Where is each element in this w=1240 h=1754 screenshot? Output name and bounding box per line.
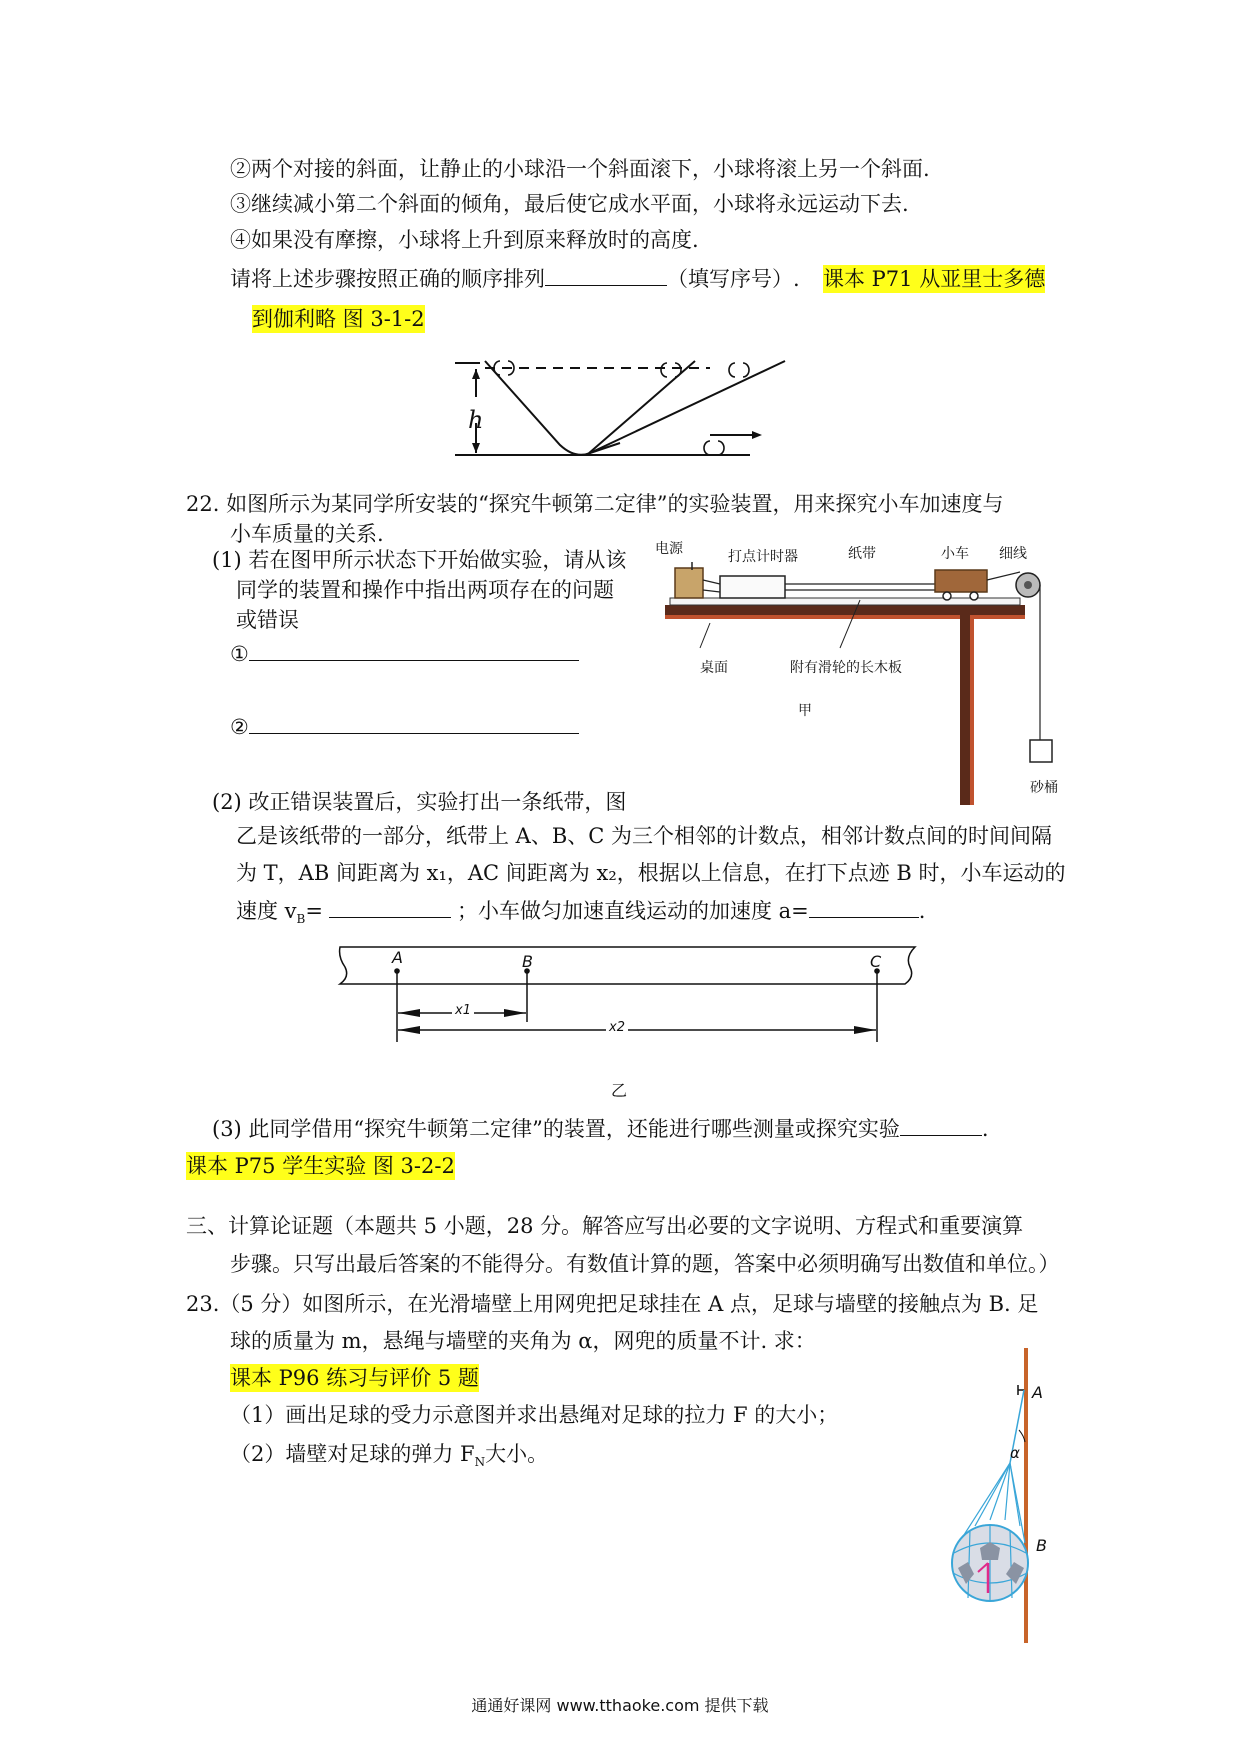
q22-blank1-label: ① bbox=[230, 642, 249, 666]
q22-blank2[interactable] bbox=[249, 713, 579, 734]
q22-part1-line3: 或错误 bbox=[236, 608, 299, 632]
q21-step4: ④如果没有摩擦，小球将上升到原来释放时的高度. bbox=[230, 228, 699, 252]
q22-blank2-row bbox=[230, 713, 579, 741]
q23-sub2-subscript: N bbox=[474, 1455, 486, 1470]
q22-line4-end: . bbox=[918, 899, 926, 923]
label-cart: 小车 bbox=[941, 546, 969, 562]
q21-order-prompt: 请将上述步骤按照正确的顺序排列 bbox=[230, 267, 545, 291]
label-bucket: 砂桶 bbox=[1030, 780, 1058, 796]
q23-line2: 球的质量为 m，悬绳与墙壁的夹角为 α，网兜的质量不计. 求： bbox=[230, 1329, 816, 1353]
tape-point-A: A bbox=[392, 948, 403, 967]
wall-point-A: A bbox=[1032, 1383, 1043, 1402]
q22-vb-equals: = bbox=[305, 899, 323, 923]
section3-line2: 步骤。只写出最后答案的不能得分。有数值计算的题，答案中必须明确写出数值和单位。） bbox=[230, 1252, 1060, 1276]
tape-point-B: B bbox=[522, 952, 533, 971]
q21-step2: ②两个对接的斜面，让静止的小球沿一个斜面滚下，小球将滚上另一个斜面. bbox=[230, 157, 930, 181]
q23-textbook-ref: 课本 P96 练习与评价 5 题 bbox=[230, 1366, 479, 1390]
rope-angle-alpha: α bbox=[1010, 1444, 1020, 1462]
q21-textbook-ref-line2: 到伽利略 图 3-1-2 bbox=[252, 307, 425, 331]
label-string: 细线 bbox=[999, 546, 1027, 562]
page-footer: 通通好课网 www.tthaoke.com 提供下载 bbox=[471, 1696, 769, 1715]
q22-textbook-ref: 课本 P75 学生实验 图 3-2-2 bbox=[186, 1154, 455, 1178]
q21-order-blank[interactable] bbox=[545, 265, 667, 286]
section3-line1: 三、计算论证题（本题共 5 小题，28 分。解答应写出必要的文字说明、方程式和重要演算 bbox=[186, 1214, 1024, 1238]
tape-x2-label: x2 bbox=[606, 1020, 628, 1035]
q23-sub2-text: （2）墙壁对足球的弹力 F bbox=[230, 1442, 475, 1466]
q22-part2-line3: 为 T，AB 间距离为 x₁，AC 间距离为 x₂，根据以上信息，在打下点迹 B 时，小车运动的 bbox=[236, 861, 1066, 885]
q22-part3-blank[interactable] bbox=[900, 1115, 982, 1136]
label-timer: 打点计时器 bbox=[728, 549, 798, 565]
q22-stem-line2: 小车质量的关系. bbox=[230, 522, 384, 546]
q23-sub2-end: 大小。 bbox=[485, 1442, 549, 1466]
q22-accel-blank[interactable] bbox=[809, 897, 919, 918]
q22-velocity-blank[interactable] bbox=[329, 897, 451, 918]
q22-blank1[interactable] bbox=[249, 640, 579, 661]
q22-part1-line1: (1) 若在图甲所示状态下开始做实验，请从该 bbox=[212, 548, 627, 572]
q22-vb-prefix: 速度 v bbox=[236, 899, 297, 923]
figure-yi-caption: 乙 bbox=[611, 1081, 628, 1100]
label-power: 电源 bbox=[655, 541, 683, 557]
q22-blank1-row bbox=[230, 640, 579, 668]
figure-jia-caption: 甲 bbox=[798, 703, 812, 719]
q23-line1: 23.（5 分）如图所示，在光滑墙壁上用网兜把足球挂在 A 点，足球与墙壁的接触点为 B. 足 bbox=[186, 1292, 1039, 1316]
q22-part2-line2: 乙是该纸带的一部分，纸带上 A、B、C 为三个相邻的计数点，相邻计数点间的时间间隔 bbox=[236, 824, 1053, 848]
ramp-figure bbox=[450, 355, 790, 465]
q22-part3-line bbox=[212, 1115, 989, 1143]
label-table: 桌面 bbox=[700, 660, 728, 676]
q22-vb-subscript: B bbox=[296, 912, 306, 927]
q21-textbook-ref-line1: 课本 P71 从亚里士多德 bbox=[823, 267, 1046, 291]
q21-order-line bbox=[230, 265, 800, 293]
q22-blank2-label: ② bbox=[230, 715, 249, 739]
q22-accel-prompt: ；小车做匀加速直线运动的加速度 a= bbox=[456, 899, 809, 923]
wall-point-B: B bbox=[1036, 1536, 1047, 1555]
q21-step3: ③继续减小第二个斜面的倾角，最后使它成水平面，小球将永远运动下去. bbox=[230, 192, 909, 216]
q22-part2-line4 bbox=[236, 897, 925, 933]
tape-x1-label: x1 bbox=[452, 1003, 474, 1018]
q22-part2-line1: (2) 改正错误装置后，实验打出一条纸带，图 bbox=[212, 790, 627, 814]
label-tape: 纸带 bbox=[848, 546, 876, 562]
q22-part3-text: (3) 此同学借用“探究牛顿第二定律”的装置，还能进行哪些测量或探究实验 bbox=[212, 1117, 900, 1141]
q22-part1-line2: 同学的装置和操作中指出两项存在的问题 bbox=[236, 578, 614, 602]
label-board: 附有滑轮的长木板 bbox=[790, 660, 902, 676]
q23-sub2 bbox=[230, 1440, 548, 1476]
q23-sub1: （1）画出足球的受力示意图并求出悬绳对足球的拉力 F 的大小； bbox=[230, 1403, 839, 1427]
ramp-height-label: h bbox=[468, 406, 484, 434]
q21-order-suffix: （填写序号）. bbox=[667, 267, 800, 291]
tape-point-C: C bbox=[870, 952, 882, 971]
q22-stem-line1: 22. 如图所示为某同学所安装的“探究牛顿第二定律”的实验装置，用来探究小车加速度与 bbox=[186, 492, 1004, 516]
q22-part3-end: . bbox=[981, 1117, 989, 1141]
